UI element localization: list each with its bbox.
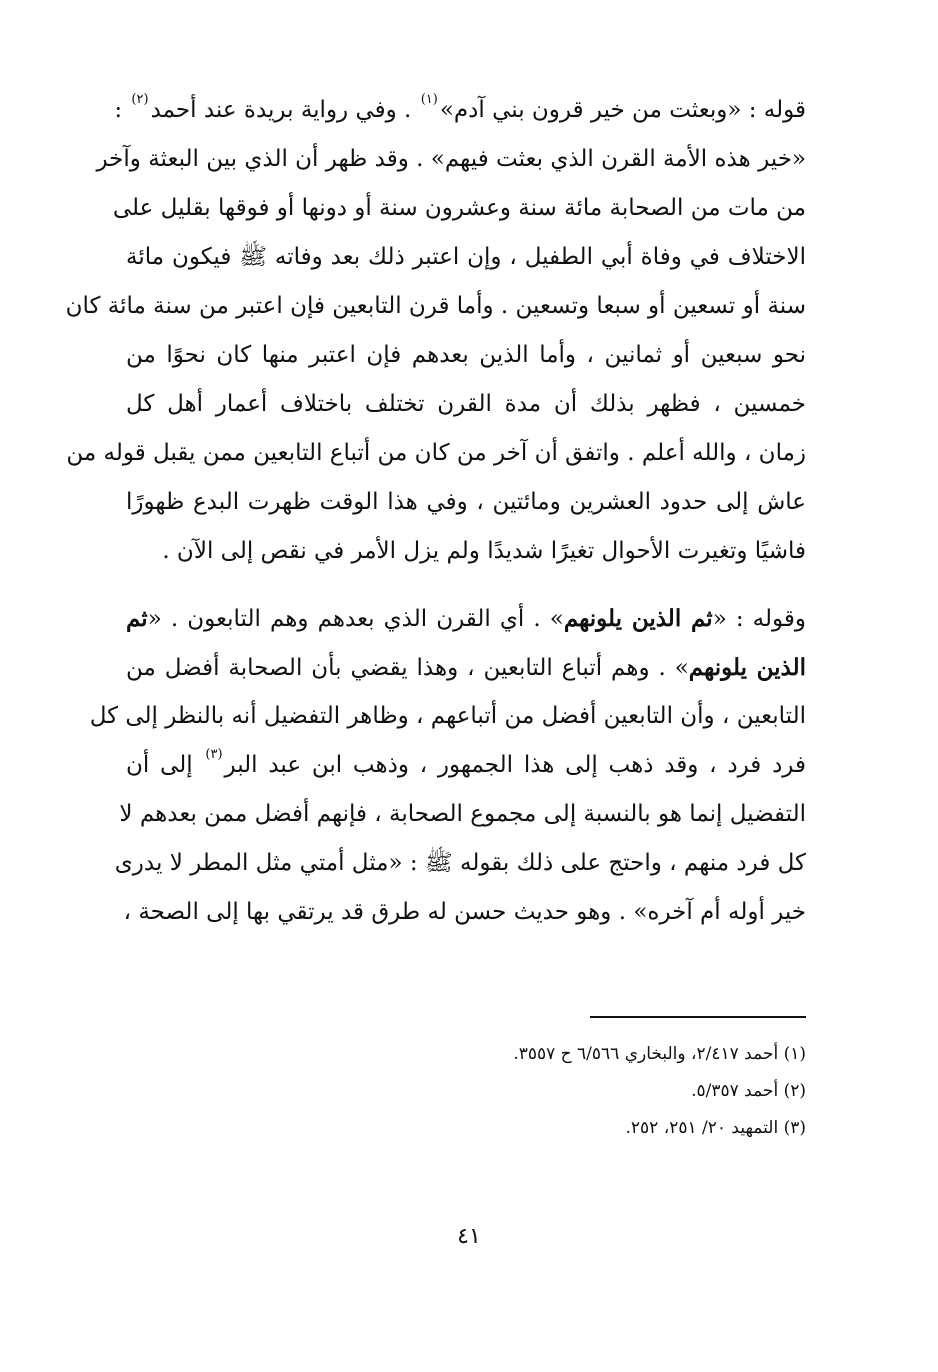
text-segment: زمان ، والله أعلم . واتفق أن آخر من كان من أتباع التابعين ممن يقبل قوله من	[66, 440, 806, 466]
footnote-marker: (١)	[420, 92, 438, 107]
text-segment: خمسين ، فظهر بذلك أن مدة القرن تختلف باختلاف أعمار أهل كل	[126, 391, 806, 417]
text-line	[119, 790, 806, 839]
text-line	[126, 741, 806, 790]
footnote-separator	[590, 1016, 806, 1018]
main-text	[65, 86, 807, 937]
text-segment: وقوله : «	[712, 606, 807, 632]
text-segment: فرد فرد ، وقد ذهب إلى هذا الجمهور ، وذهب ابن عبد البر	[224, 752, 806, 778]
footnote-marker: (٢)	[131, 92, 149, 107]
text-segment: قوله : «وبعثت من خير قرون بني آدم»	[439, 97, 806, 123]
text-line	[126, 380, 806, 429]
paragraph	[65, 86, 806, 576]
text-line	[126, 233, 806, 282]
text-segment: خير أوله أم آخره» . وهو حديث حسن له طرق قد يرتقي بها إلى الصحة ،	[123, 899, 806, 925]
footnote: (٣) التمهيد ٢٠/ ٢٥١، ٢٥٢.	[625, 1118, 806, 1138]
text-line	[126, 643, 806, 692]
bold-quote: ثم	[126, 605, 148, 632]
text-segment: نحو سبعين أو ثمانين ، وأما الذين بعدهم فإن اعتبر منها كان نحوًا من	[126, 342, 806, 368]
text-segment: . وفي رواية بريدة عند أحمد	[150, 97, 419, 123]
text-segment: :	[114, 97, 130, 123]
text-line	[112, 184, 806, 233]
footnotes	[300, 1036, 806, 1147]
text-segment: كل فرد منهم ، واحتج على ذلك بقوله ﷺ : «مثل أمتي مثل المطر لا يدرى	[114, 850, 806, 876]
text-segment: من مات من الصحابة مائة سنة وعشرون سنة أو دونها أو فوقها بقليل على	[112, 195, 806, 221]
text-segment: الاختلاف في وفاة أبي الطفيل ، وإن اعتبر ذلك بعد وفاته ﷺ فيكون مائة	[126, 244, 806, 270]
text-line	[65, 282, 806, 331]
text-line	[126, 527, 806, 576]
text-line	[126, 594, 806, 643]
paragraph	[89, 594, 807, 937]
text-segment: » . وهم أتباع التابعين ، وهذا يقضي بأن الصحابة أفضل من	[126, 655, 689, 681]
text-line	[96, 135, 806, 184]
footnote: (٢) أحمد ٥/٣٥٧.	[691, 1081, 806, 1101]
text-segment: التابعين ، وأن التابعين أفضل من أتباعهم ، وظاهر التفضيل أنه بالنظر إلى كل	[89, 703, 806, 729]
text-segment: عاش إلى حدود العشرين ومائتين ، وفي هذا الوقت ظهرت البدع ظهورًا	[126, 489, 806, 515]
page-number: ٤١	[457, 1224, 481, 1249]
text-line	[126, 478, 806, 527]
text-segment: فاشيًا وتغيرت الأحوال تغيرًا شديدًا ولم يزل الأمر في نقص إلى الآن .	[162, 538, 806, 564]
text-segment: التفضيل إنما هو بالنسبة إلى مجموع الصحابة ، فإنهم أفضل ممن بعدهم لا	[119, 801, 806, 827]
text-line	[114, 86, 806, 135]
paragraph-gap	[126, 576, 806, 594]
text-segment: » . أي القرن الذي بعدهم وهم التابعون . «	[147, 606, 564, 632]
text-line	[66, 429, 806, 478]
text-line	[114, 839, 806, 888]
bold-quote: ثم الذين يلونهم	[563, 605, 713, 632]
text-line	[126, 331, 806, 380]
text-segment: «خير هذه الأمة القرن الذي بعثت فيهم» . وقد ظهر أن الذي بين البعثة وآخر	[96, 146, 806, 172]
bold-quote: الذين يلونهم	[688, 654, 806, 681]
text-segment: سنة أو تسعين أو سبعا وتسعين . وأما قرن التابعين فإن اعتبر من سنة مائة كان	[65, 293, 806, 319]
footnote: (١) أحمد ٢/٤١٧، والبخاري ٦/٥٦٦ ح ٣٥٥٧.	[513, 1044, 806, 1064]
footnote-marker: (٣)	[205, 747, 223, 762]
text-segment: إلى أن	[126, 752, 204, 778]
text-line	[123, 888, 806, 937]
text-line	[89, 692, 806, 741]
